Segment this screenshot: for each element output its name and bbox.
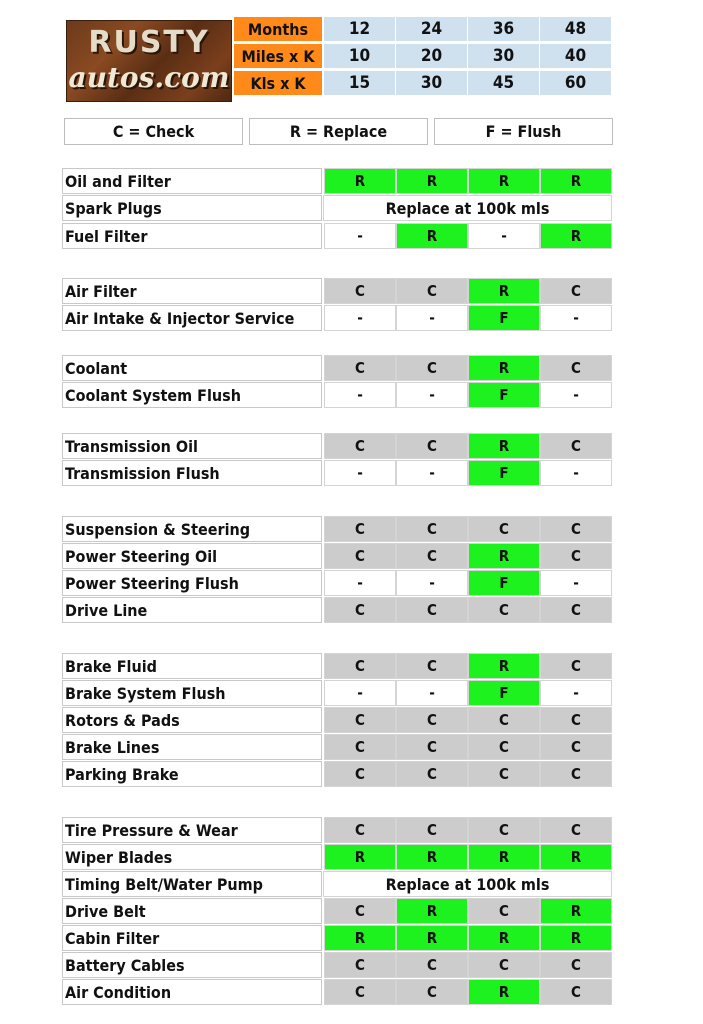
interval-cell: R — [468, 653, 540, 679]
interval-cell: C — [396, 952, 468, 978]
interval-cell: R — [540, 925, 612, 951]
header-months-3: 36 — [468, 17, 539, 41]
row-label: Suspension & Steering — [62, 516, 322, 542]
interval-cell: R — [396, 925, 468, 951]
interval-cell: C — [468, 734, 540, 760]
row-label: Oil and Filter — [62, 168, 322, 194]
interval-cell: - — [540, 680, 612, 706]
legend-check: C = Check — [64, 118, 243, 145]
row-label: Wiper Blades — [62, 844, 322, 870]
row-label: Transmission Oil — [62, 433, 322, 459]
interval-cell: C — [324, 734, 396, 760]
interval-cell: R — [396, 844, 468, 870]
interval-cell: - — [324, 460, 396, 486]
legend-replace: R = Replace — [249, 118, 428, 145]
interval-cell: C — [324, 952, 396, 978]
interval-cell: C — [324, 979, 396, 1005]
row-label: Air Filter — [62, 278, 322, 304]
interval-cell: C — [540, 355, 612, 381]
interval-cell: C — [396, 433, 468, 459]
interval-cell: C — [396, 543, 468, 569]
interval-cell: - — [468, 223, 540, 249]
interval-cell: C — [396, 707, 468, 733]
interval-cell: F — [468, 570, 540, 596]
header-label-kls: Kls x K — [234, 71, 322, 95]
header-months-2: 24 — [396, 17, 467, 41]
interval-cell: F — [468, 460, 540, 486]
row-label: Air Intake & Injector Service — [62, 305, 322, 331]
interval-cell: R — [468, 844, 540, 870]
row-label: Spark Plugs — [62, 195, 322, 221]
interval-cell: C — [324, 355, 396, 381]
row-label: Transmission Flush — [62, 460, 322, 486]
interval-cell: R — [468, 433, 540, 459]
interval-cell: C — [540, 979, 612, 1005]
row-label: Power Steering Oil — [62, 543, 322, 569]
row-label: Drive Belt — [62, 898, 322, 924]
interval-cell: - — [540, 305, 612, 331]
interval-cell: C — [468, 707, 540, 733]
interval-cell: - — [540, 570, 612, 596]
interval-cell: - — [396, 460, 468, 486]
interval-cell: - — [396, 680, 468, 706]
interval-cell: R — [468, 925, 540, 951]
row-label: Cabin Filter — [62, 925, 322, 951]
row-label: Power Steering Flush — [62, 570, 322, 596]
interval-cell: C — [324, 707, 396, 733]
interval-cell: - — [324, 680, 396, 706]
row-span-note: Replace at 100k mls — [323, 871, 612, 897]
interval-cell: C — [540, 653, 612, 679]
interval-cell: - — [324, 305, 396, 331]
row-label: Tire Pressure & Wear — [62, 817, 322, 843]
interval-cell: - — [396, 382, 468, 408]
interval-cell: C — [324, 898, 396, 924]
interval-cell: R — [396, 168, 468, 194]
interval-cell: R — [468, 543, 540, 569]
header-miles-2: 20 — [396, 44, 467, 68]
interval-cell: C — [324, 433, 396, 459]
interval-cell: C — [540, 734, 612, 760]
row-label: Timing Belt/Water Pump — [62, 871, 322, 897]
row-label: Brake Lines — [62, 734, 322, 760]
interval-cell: F — [468, 382, 540, 408]
header-miles-3: 30 — [468, 44, 539, 68]
interval-cell: R — [540, 223, 612, 249]
header-kls-1: 15 — [324, 71, 395, 95]
header-months-4: 48 — [540, 17, 611, 41]
interval-cell: R — [540, 168, 612, 194]
row-label: Coolant System Flush — [62, 382, 322, 408]
interval-cell: C — [396, 278, 468, 304]
header-kls-3: 45 — [468, 71, 539, 95]
row-label: Brake System Flush — [62, 680, 322, 706]
interval-cell: C — [468, 952, 540, 978]
interval-cell: C — [468, 761, 540, 787]
row-label: Brake Fluid — [62, 653, 322, 679]
interval-cell: C — [540, 516, 612, 542]
interval-cell: C — [396, 979, 468, 1005]
interval-cell: - — [324, 570, 396, 596]
interval-cell: - — [396, 570, 468, 596]
interval-cell: F — [468, 680, 540, 706]
row-label: Fuel Filter — [62, 223, 322, 249]
interval-cell: C — [540, 817, 612, 843]
rusty-autos-logo — [66, 20, 232, 102]
interval-cell: R — [468, 355, 540, 381]
interval-cell: C — [324, 597, 396, 623]
row-span-note: Replace at 100k mls — [323, 195, 612, 221]
interval-cell: C — [324, 817, 396, 843]
header-label-miles: Miles x K — [234, 44, 322, 68]
row-label: Rotors & Pads — [62, 707, 322, 733]
interval-cell: C — [396, 734, 468, 760]
interval-cell: - — [396, 305, 468, 331]
interval-cell: - — [540, 460, 612, 486]
interval-cell: C — [396, 516, 468, 542]
row-label: Parking Brake — [62, 761, 322, 787]
logo-line-autos: autos.com — [68, 61, 230, 94]
interval-cell: R — [468, 278, 540, 304]
interval-cell: - — [324, 382, 396, 408]
interval-cell: C — [324, 278, 396, 304]
interval-cell: C — [540, 761, 612, 787]
interval-cell: C — [396, 817, 468, 843]
interval-cell: C — [324, 543, 396, 569]
interval-cell: C — [540, 278, 612, 304]
header-miles-4: 40 — [540, 44, 611, 68]
interval-cell: R — [396, 898, 468, 924]
header-kls-4: 60 — [540, 71, 611, 95]
interval-cell: C — [396, 761, 468, 787]
legend-flush: F = Flush — [434, 118, 613, 145]
row-label: Air Condition — [62, 979, 322, 1005]
interval-cell: C — [540, 707, 612, 733]
interval-cell: R — [324, 925, 396, 951]
header-kls-2: 30 — [396, 71, 467, 95]
logo-line-rusty: RUSTY — [88, 25, 210, 60]
interval-cell: C — [540, 543, 612, 569]
interval-cell: R — [540, 844, 612, 870]
interval-cell: R — [324, 168, 396, 194]
interval-cell: C — [468, 898, 540, 924]
interval-cell: R — [540, 898, 612, 924]
interval-cell: C — [540, 433, 612, 459]
row-label: Coolant — [62, 355, 322, 381]
interval-cell: C — [324, 653, 396, 679]
interval-cell: F — [468, 305, 540, 331]
interval-cell: C — [468, 597, 540, 623]
interval-cell: C — [540, 597, 612, 623]
interval-cell: C — [396, 355, 468, 381]
interval-cell: C — [468, 516, 540, 542]
interval-cell: C — [396, 597, 468, 623]
header-miles-1: 10 — [324, 44, 395, 68]
row-label: Battery Cables — [62, 952, 322, 978]
header-months-1: 12 — [324, 17, 395, 41]
interval-cell: C — [324, 516, 396, 542]
row-label: Drive Line — [62, 597, 322, 623]
interval-cell: R — [468, 168, 540, 194]
interval-cell: C — [324, 761, 396, 787]
header-label-months: Months — [234, 17, 322, 41]
interval-cell: R — [468, 979, 540, 1005]
interval-cell: C — [540, 952, 612, 978]
interval-cell: C — [396, 653, 468, 679]
interval-cell: C — [468, 817, 540, 843]
interval-cell: R — [396, 223, 468, 249]
interval-cell: R — [324, 844, 396, 870]
interval-cell: - — [540, 382, 612, 408]
interval-cell: - — [324, 223, 396, 249]
